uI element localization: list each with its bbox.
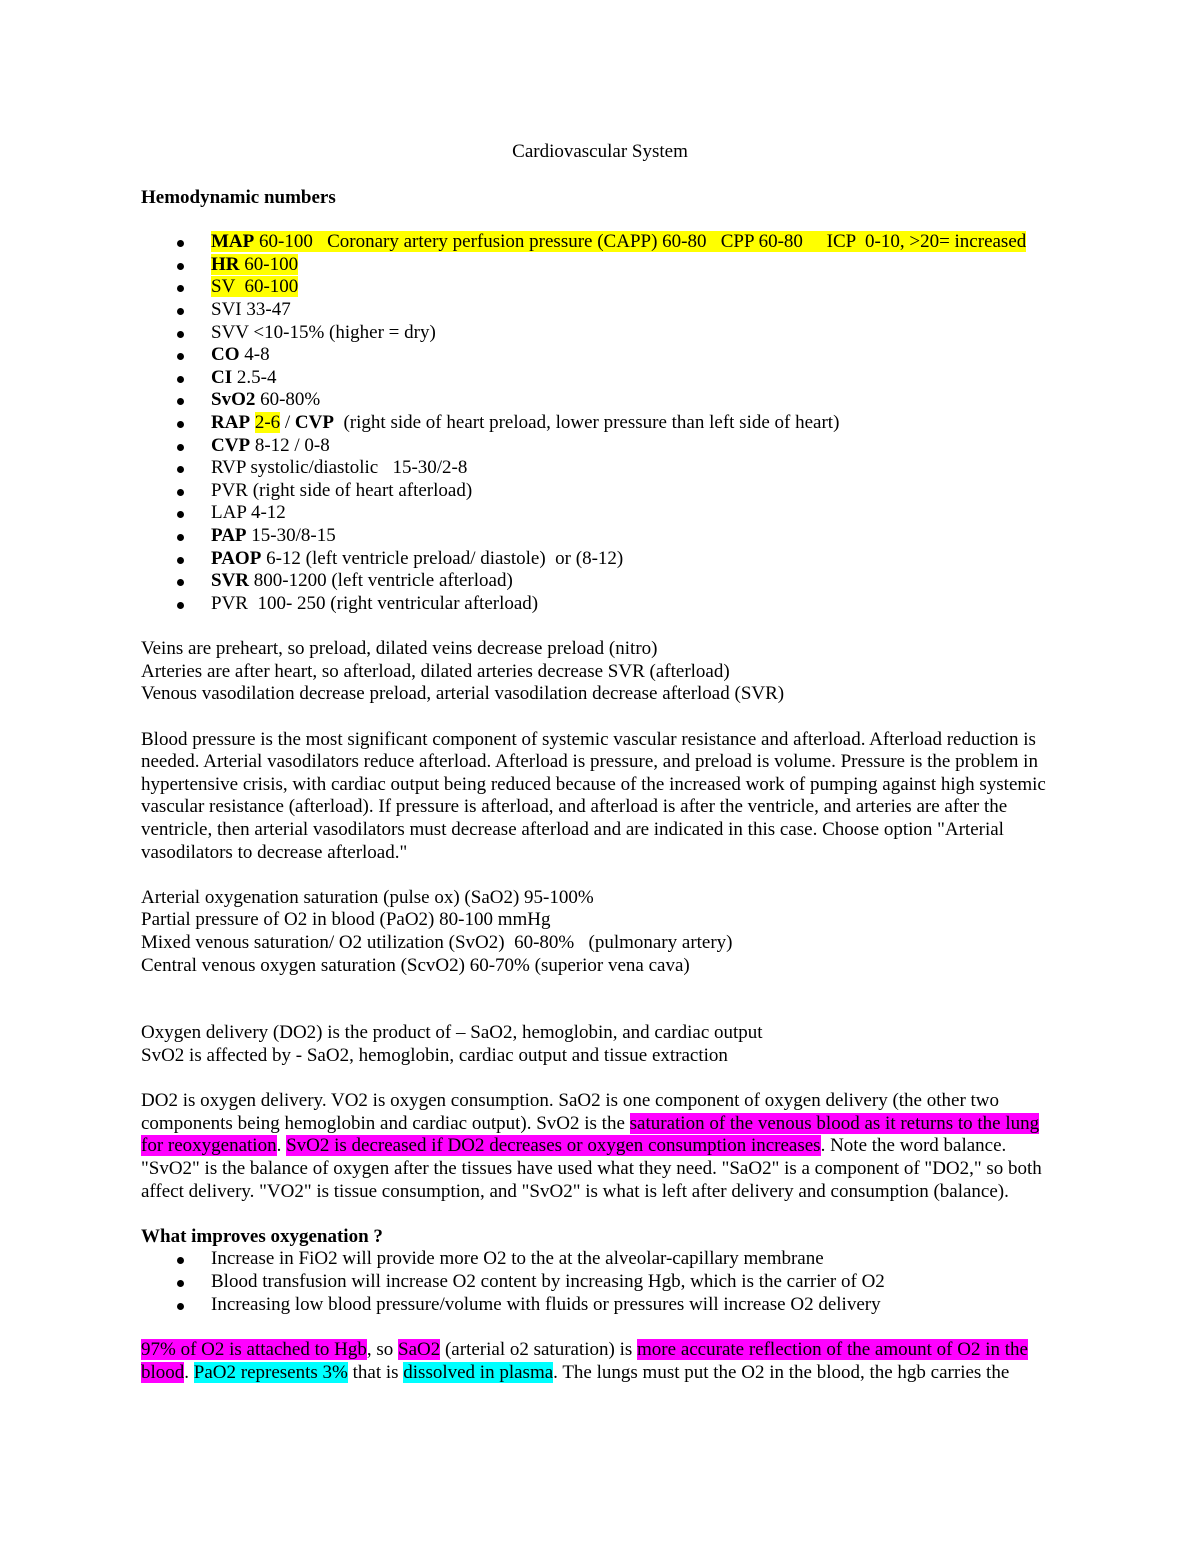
- text-line: SvO2 is affected by - SaO2, hemoglobin, cardiac output and tissue extraction: [141, 1044, 728, 1066]
- list-item-rvp: RVP systolic/diastolic 15-30/2-8: [141, 457, 1063, 480]
- document-body: [141, 141, 1063, 1384]
- saturation-block: [141, 887, 1063, 977]
- bullet-icon: [177, 602, 184, 609]
- bullet-icon: [177, 579, 184, 586]
- highlight-cyan: dissolved in plasma: [403, 1361, 554, 1383]
- bullet-icon: [177, 1280, 184, 1287]
- bullet-icon: [177, 1303, 184, 1310]
- bullet-icon: [177, 511, 184, 518]
- bullet-icon: [177, 557, 184, 564]
- bullet-icon: [177, 308, 184, 315]
- bullet-icon: [177, 466, 184, 473]
- highlight-magenta: 97% of O2 is attached to Hgb: [141, 1339, 367, 1361]
- list-item-svv: SVV <10-15% (higher = dry): [141, 322, 1063, 345]
- highlight-magenta: more accurate reflection of the amount of O2 in the blood: [141, 1339, 1028, 1383]
- bullet-icon: [177, 534, 184, 541]
- section-heading-oxygenation: What improves oxygenation ?: [141, 1225, 383, 1247]
- bullet-icon: [177, 353, 184, 360]
- do2-paragraph: DO2 is oxygen delivery. VO2 is oxygen consumption. SaO2 is one component of oxygen delivery (the other two components being hemoglobin and cardiac output). SvO2 is the saturation of the venous blood as it returns to the lung for reoxygenation. SvO2 is decreased if DO2 decreases or oxygen consumption increases. Note the word balance. "SvO2" is the balance of oxygen after the tissues have used what they need. "SaO2" is a component of "DO2," so both affect delivery. "VO2" is tissue consumption, and "SvO2" is what is left after delivery and consumption (balance).: [141, 1090, 1042, 1202]
- text-line: Mixed venous saturation/ O2 utilization (SvO2) 60-80% (pulmonary artery): [141, 932, 733, 953]
- list-item-pap: PAP 15-30/8-15: [141, 525, 1063, 548]
- blood-pressure-paragraph: Blood pressure is the most significant component of systemic vascular resistance and afterload. Afterload reduction is needed. Arterial vasodilators reduce afterload. Afterload is pressure, and preload is volume. Pressure is the problem in hypertensive crisis, with cardiac output being reduced because of the increased work of pumping against high systemic vascular resistance (afterload). If pressure is afterload, and afterload is after the ventricle, and arteries are after the ventricle, then arterial vasodilators must decrease afterload and are indicated in this case. Choose option "Arterial vasodilators to decrease afterload.": [141, 728, 1046, 863]
- list-item-cvp: CVP 8-12 / 0-8: [141, 435, 1063, 458]
- bullet-icon: [177, 240, 184, 247]
- hemodynamic-list: [141, 231, 1063, 615]
- list-item-paop: PAOP 6-12 (left ventricle preload/ diastole) or (8-12): [141, 548, 1063, 571]
- list-item-svr: SVR 800-1200 (left ventricle afterload): [141, 570, 1063, 593]
- text-line: Partial pressure of O2 in blood (PaO2) 80-100 mmHg: [141, 909, 551, 931]
- bullet-icon: [177, 489, 184, 496]
- bullet-icon: [177, 263, 184, 270]
- list-item: Increase in FiO2 will provide more O2 to the at the alveolar-capillary membrane: [141, 1248, 1063, 1271]
- list-item-map: MAP 60-100 Coronary artery perfusion pressure (CAPP) 60-80 CPP 60-80 ICP 0-10, >20= increased: [141, 231, 1063, 254]
- list-item: Blood transfusion will increase O2 content by increasing Hgb, which is the carrier of O2: [141, 1271, 1063, 1294]
- bullet-icon: [177, 376, 184, 383]
- highlight-magenta: saturation of the venous blood as it returns to the lung for reoxygenation: [141, 1112, 1040, 1157]
- veins-arteries-block: [141, 638, 1063, 706]
- spacer: [141, 1000, 1063, 1023]
- list-item-hr: HR 60-100: [141, 254, 1063, 277]
- list-item-svo2: SvO2 60-80%: [141, 389, 1063, 412]
- list-item-lap: LAP 4-12: [141, 502, 1063, 525]
- list-item-pvr-1: PVR (right side of heart afterload): [141, 480, 1063, 503]
- list-item-svi: SVI 33-47: [141, 299, 1063, 322]
- section-heading-hemodynamic: Hemodynamic numbers: [141, 186, 336, 208]
- text-line: Central venous oxygen saturation (ScvO2) 60-70% (superior vena cava): [141, 954, 690, 976]
- text-line: Oxygen delivery (DO2) is the product of – SaO2, hemoglobin, and cardiac output: [141, 1022, 763, 1044]
- list-item: Increasing low blood pressure/volume with fluids or pressures will increase O2 delivery: [141, 1294, 1063, 1317]
- text-line: Venous vasodilation decrease preload, arterial vasodilation decrease afterload (SVR): [141, 683, 785, 705]
- bullet-icon: [177, 331, 184, 338]
- bullet-icon: [177, 421, 184, 428]
- list-item-co: CO 4-8: [141, 344, 1063, 367]
- list-item-rap: RAP 2-6 / CVP (right side of heart preload, lower pressure than left side of heart): [141, 412, 1063, 435]
- highlight-magenta: SvO2 is decreased if DO2 decreases or oxygen consumption increases: [286, 1135, 821, 1157]
- text-line: Arterial oxygenation saturation (pulse ox) (SaO2) 95-100%: [141, 886, 594, 908]
- text-line: Arteries are after heart, so afterload, dilated arteries decrease SVR (afterload): [141, 660, 730, 682]
- highlight-magenta: SaO2: [398, 1339, 441, 1361]
- highlight-cyan: PaO2 represents 3%: [193, 1361, 348, 1383]
- oxygenation-list: [141, 1248, 1063, 1316]
- bullet-icon: [177, 285, 184, 292]
- list-item-sv: SV 60-100: [141, 276, 1063, 299]
- bullet-icon: [177, 444, 184, 451]
- page-title: Cardiovascular System: [512, 141, 688, 162]
- bullet-icon: [177, 398, 184, 405]
- bullet-icon: [177, 1257, 184, 1264]
- oxygen-delivery-block: [141, 1022, 1063, 1067]
- hemoglobin-paragraph: 97% of O2 is attached to Hgb, so SaO2 (arterial o2 saturation) is more accurate reflection of the amount of O2 in the blood. PaO2 represents 3% that is dissolved in plasma. The lungs must put the O2 in the blood, the hgb carries the: [141, 1339, 1028, 1383]
- text-line: Veins are preheart, so preload, dilated veins decrease preload (nitro): [141, 638, 658, 660]
- list-item-ci: CI 2.5-4: [141, 367, 1063, 390]
- list-item-pvr-2: PVR 100- 250 (right ventricular afterload): [141, 593, 1063, 616]
